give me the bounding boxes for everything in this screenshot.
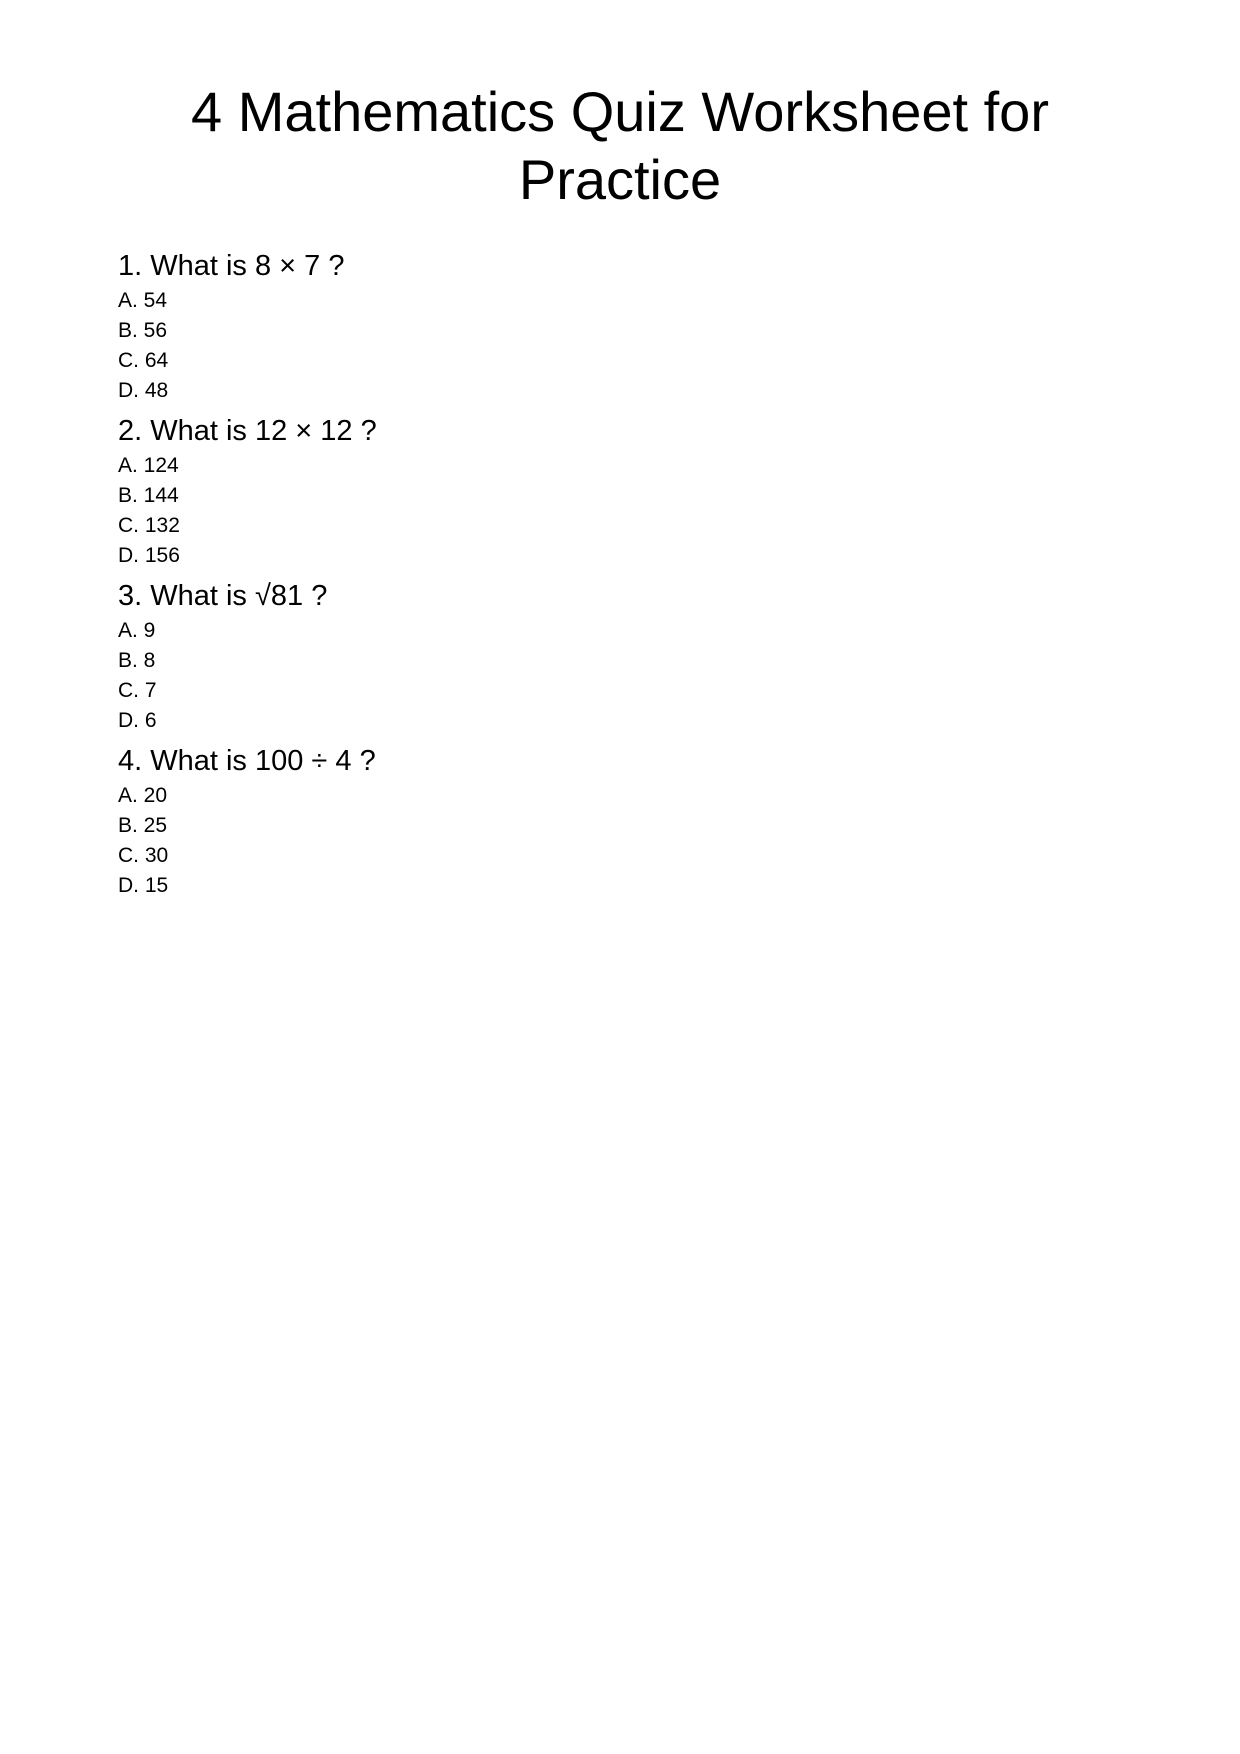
question-1 <box>118 249 1130 406</box>
page-title: 4 Mathematics Quiz Worksheet for Practice <box>191 80 1049 211</box>
question-1-options <box>118 286 1130 406</box>
question-3-option-c: C. 7 <box>118 679 157 702</box>
question-1-option-a: A. 54 <box>118 289 168 312</box>
question-4-option-a: A. 20 <box>118 784 168 807</box>
question-2 <box>118 414 1130 571</box>
question-4-option-d: D. 15 <box>118 874 169 897</box>
question-1-option-b: B. 56 <box>118 319 168 342</box>
question-2-heading: 2. What is 12 × 12 ? <box>118 415 377 447</box>
question-4 <box>118 744 1130 901</box>
question-3-options <box>118 616 1130 736</box>
question-2-options <box>118 451 1130 571</box>
question-4-option-c: C. 30 <box>118 844 169 867</box>
question-2-option-c: C. 132 <box>118 514 180 537</box>
question-3-heading: 3. What is √81 ? <box>118 580 328 612</box>
questions-list <box>118 249 1130 901</box>
question-4-option-b: B. 25 <box>118 814 168 837</box>
question-2-option-b: B. 144 <box>118 484 179 507</box>
question-1-heading: 1. What is 8 × 7 ? <box>118 250 345 282</box>
question-4-options <box>118 781 1130 901</box>
question-3 <box>118 579 1130 736</box>
question-3-option-d: D. 6 <box>118 709 157 732</box>
question-1-option-d: D. 48 <box>118 379 169 402</box>
question-3-option-a: A. 9 <box>118 619 156 642</box>
question-2-option-d: D. 156 <box>118 544 180 567</box>
question-1-option-c: C. 64 <box>118 349 169 372</box>
question-3-option-b: B. 8 <box>118 649 156 672</box>
question-4-heading: 4. What is 100 ÷ 4 ? <box>118 745 376 777</box>
question-2-option-a: A. 124 <box>118 454 179 477</box>
